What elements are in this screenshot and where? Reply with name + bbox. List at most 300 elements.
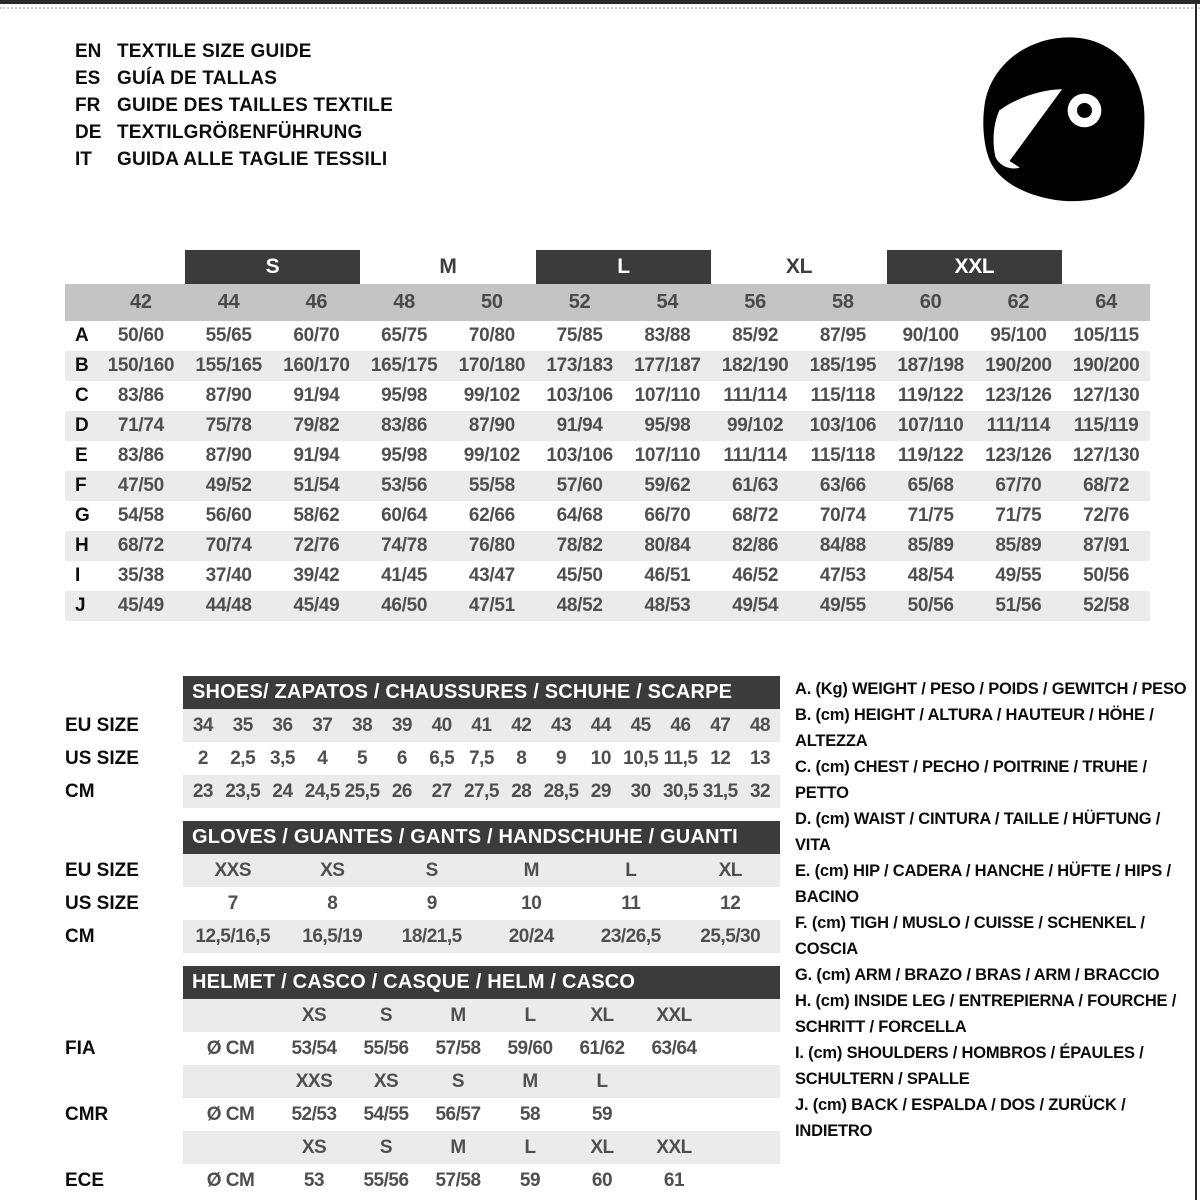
measurement-value: 49/55 (995, 565, 1042, 586)
measurement-value: 45/49 (273, 591, 361, 621)
shoes-value: 48 (749, 715, 771, 736)
measurement-value: 49/52 (185, 471, 273, 501)
helmet-value-row-CMR (65, 1098, 780, 1131)
helmet-size-label: L (596, 1071, 608, 1092)
shoes-value: 39 (391, 715, 412, 736)
measurement-value: 45/49 (97, 591, 185, 621)
shoes-value: 11,5 (663, 748, 698, 769)
helmet-size-label: XXL (656, 1137, 692, 1158)
measurement-value: 173/183 (536, 351, 624, 381)
numeric-size: 44 (185, 284, 273, 321)
helmet-title-bar: HELMET / CASCO / CASQUE / HELM / CASCO (183, 966, 780, 999)
shoes-value: 27 (431, 781, 452, 802)
shoes-value: 31,5 (702, 781, 738, 802)
measurement-row-label: I (75, 565, 80, 586)
measurement-value: 87/95 (819, 325, 866, 346)
gloves-cells (183, 887, 780, 920)
helmet-value: 61/62 (579, 1038, 625, 1059)
shoes-value: 34 (192, 715, 213, 736)
measurement-value: 59/62 (624, 471, 712, 501)
helmet-standard-label: ECE (65, 1169, 105, 1191)
numeric-size: 42 (97, 284, 185, 321)
helmet-size-label: XL (590, 1005, 614, 1026)
helmet-value-row-FIA (65, 1032, 780, 1065)
helmet-value: 60 (591, 1170, 613, 1191)
helmet-value: 57/58 (435, 1170, 481, 1191)
size-band-XL: XL (785, 255, 813, 278)
measurement-value: 37/40 (205, 565, 252, 586)
shoes-cells (183, 742, 780, 775)
shoes-value: 12 (710, 748, 731, 769)
measurement-value: 48/54 (907, 565, 954, 586)
shoes-title-row (65, 676, 780, 709)
language-code: ES (75, 68, 101, 89)
gloves-value: S (425, 860, 438, 881)
shoes-value: 23 (192, 781, 213, 802)
measurement-row-label: C (75, 385, 89, 406)
shoes-value: 28,5 (543, 781, 579, 802)
shoes-value: 40 (431, 715, 452, 736)
measurement-value: 182/190 (711, 351, 799, 381)
shoes-value: 47 (710, 715, 731, 736)
measurement-value: 127/130 (1072, 385, 1140, 406)
textile-table (65, 250, 1150, 621)
measurement-value: 127/130 (1072, 445, 1140, 466)
measurement-row-C (65, 381, 1150, 411)
helmet-title-spacer (65, 966, 183, 999)
measurement-value: 170/180 (448, 351, 536, 381)
helmet-size-header-row-ECE (65, 1131, 780, 1164)
measurement-value: 78/82 (536, 531, 624, 561)
measurement-row-label: B (65, 351, 97, 381)
helmet-standard-label: FIA (65, 1037, 96, 1059)
helmet-unit: Ø CM (206, 1038, 255, 1059)
measurement-value: 50/60 (117, 325, 164, 346)
guide-title: GUÍA DE TALLAS (117, 68, 278, 89)
shoes-value: 25,5 (344, 781, 380, 802)
helmet-filler (710, 1098, 780, 1131)
measurement-value: 75/78 (185, 411, 273, 441)
helmet-value-cells (183, 1032, 780, 1065)
helmet-value: 53 (303, 1170, 325, 1191)
shoes-cells (183, 775, 780, 808)
shoes-value: 38 (352, 715, 373, 736)
measurement-row-label: F (65, 471, 97, 501)
gloves-cells (183, 854, 780, 887)
accessory-size-tables (65, 676, 780, 1200)
helmet-size-label: XXS (295, 1071, 333, 1092)
shoes-size-section (65, 676, 780, 808)
measurement-value: 83/86 (117, 445, 164, 466)
measurement-value: 47/53 (819, 565, 866, 586)
measurement-value: 46/50 (360, 591, 448, 621)
measurement-value: 103/106 (799, 411, 887, 441)
helmet-size-header-spacer (65, 1131, 183, 1164)
helmet-size-header-cells (183, 999, 780, 1032)
shoes-row-label: CM (65, 780, 95, 802)
helmet-value: 55/56 (363, 1038, 409, 1059)
measurement-value: 107/110 (887, 411, 975, 441)
measurement-value: 91/94 (293, 445, 340, 466)
measurement-value: 119/122 (897, 385, 964, 406)
shoes-row (65, 709, 780, 742)
shoes-row (65, 775, 780, 808)
language-row (75, 146, 393, 173)
measurement-value: 46/51 (644, 565, 691, 586)
measurement-value: 63/66 (799, 471, 887, 501)
legend-item: C. (cm) CHEST / PECHO / POITRINE / TRUHE / PETTO (795, 758, 1147, 802)
measurement-value: 111/114 (723, 385, 787, 406)
shoes-row-label: EU SIZE (65, 714, 139, 736)
measurement-value: 87/91 (1062, 531, 1150, 561)
measurement-row-label: E (75, 445, 88, 466)
language-code: IT (75, 149, 92, 170)
legend-item: G. (cm) ARM / BRAZO / BRAS / ARM / BRACCIO (795, 966, 1160, 984)
measurement-value: 72/76 (1083, 505, 1130, 526)
helmet-value: 53/54 (291, 1038, 337, 1059)
measurement-value: 68/72 (1062, 471, 1150, 501)
shoes-value: 4 (317, 748, 328, 769)
shoes-value: 3,5 (270, 748, 295, 769)
numeric-size: 58 (799, 284, 887, 321)
helmet-standard-label: CMR (65, 1103, 109, 1125)
measurement-value: 57/60 (536, 471, 624, 501)
measurement-value: 119/122 (897, 445, 964, 466)
measurement-row-H (65, 531, 1150, 561)
measurement-value: 47/50 (97, 471, 185, 501)
gloves-value: XS (320, 860, 345, 881)
measurement-value: 190/200 (975, 351, 1063, 381)
top-edge-line (0, 0, 1200, 4)
measurement-value: 99/102 (463, 385, 521, 406)
measurement-value: 51/54 (273, 471, 361, 501)
gloves-title-spacer (65, 821, 183, 854)
measurement-value: 91/94 (293, 385, 340, 406)
measurement-value: 53/56 (360, 471, 448, 501)
measurement-value: 43/47 (468, 565, 515, 586)
measurement-value: 66/70 (644, 505, 691, 526)
measurement-legend (795, 676, 1193, 1144)
measurement-value: 87/90 (205, 385, 252, 406)
measurement-row-label: J (65, 591, 97, 621)
measurement-value: 99/102 (711, 411, 799, 441)
legend-item: J. (cm) BACK / ESPALDA / DOS / ZURÜCK / INDIETRO (795, 1096, 1126, 1140)
gloves-value: 12 (720, 893, 741, 914)
helmet-size-label: L (524, 1005, 536, 1026)
measurement-value: 91/94 (536, 411, 624, 441)
gloves-row (65, 854, 780, 887)
shoes-value: 27,5 (463, 781, 499, 802)
legend-item: F. (cm) TIGH / MUSLO / CUISSE / SCHENKEL / COSCIA (795, 914, 1145, 958)
measurement-row-label: D (65, 411, 97, 441)
measurement-row-F (65, 471, 1150, 501)
measurement-value: 56/60 (205, 505, 252, 526)
racing-helmet-icon-svg (966, 28, 1158, 206)
measurement-value: 70/74 (819, 505, 866, 526)
numeric-size: 52 (536, 284, 624, 321)
gloves-value: 11 (621, 893, 641, 914)
helmet-value: 54/55 (363, 1104, 409, 1125)
helmet-title-row (65, 966, 780, 999)
numeric-size: 62 (975, 284, 1063, 321)
top-dotted-line (0, 7, 1200, 9)
measurement-value: 111/114 (723, 445, 787, 466)
helmet-filler (710, 1032, 780, 1065)
helmet-size-label: S (379, 1005, 393, 1026)
measurement-row-label: A (75, 325, 89, 346)
shoes-value: 6 (396, 748, 407, 769)
measurement-value: 165/175 (360, 351, 448, 381)
helmet-value: 52/53 (291, 1104, 337, 1125)
measurement-value: 50/56 (1083, 565, 1130, 586)
measurement-value: 82/86 (711, 531, 799, 561)
language-row (75, 38, 393, 65)
measurement-value: 83/88 (644, 325, 691, 346)
helmet-value: 61 (663, 1170, 685, 1191)
measurement-value: 65/68 (887, 471, 975, 501)
gloves-row (65, 887, 780, 920)
measurement-value: 95/100 (990, 325, 1047, 346)
helmet-value: 57/58 (435, 1038, 481, 1059)
measurement-value: 99/102 (463, 445, 521, 466)
language-code: EN (75, 41, 102, 62)
measurement-value: 85/89 (975, 531, 1063, 561)
measurement-value: 190/200 (1062, 351, 1150, 381)
legend-item: H. (cm) INSIDE LEG / ENTREPIERNA / FOURCHE / SCHRITT / FORCELLA (795, 992, 1177, 1036)
helmet-value: 59/60 (507, 1038, 553, 1059)
shoes-value: 46 (670, 715, 691, 736)
measurement-value: 95/98 (381, 385, 428, 406)
measurement-value: 79/82 (273, 411, 361, 441)
gloves-value: 10 (521, 893, 542, 914)
helmet-size-header-row-CMR (65, 1065, 780, 1098)
measurement-value: 177/187 (624, 351, 712, 381)
shoes-title-spacer (65, 676, 183, 709)
helmet-filler (710, 999, 780, 1032)
helmet-unit: Ø CM (206, 1170, 255, 1191)
helmet-size-label: XL (590, 1137, 614, 1158)
measurement-value: 123/126 (985, 445, 1052, 466)
measurement-value: 74/78 (360, 531, 448, 561)
shoes-value: 5 (357, 748, 368, 769)
legend-item: A. (Kg) WEIGHT / PESO / POIDS / GEWITCH / PESO (795, 680, 1187, 698)
helmet-size-header-cells (183, 1131, 780, 1164)
gloves-value: XL (718, 860, 742, 881)
language-row (75, 65, 393, 92)
language-code: DE (75, 122, 102, 143)
shoes-value: 35 (232, 715, 253, 736)
right-edge-line (1195, 0, 1197, 1200)
measurement-value: 46/52 (732, 565, 779, 586)
shoes-value: 10,5 (623, 748, 659, 769)
guide-title: TEXTILGRÖßENFÜHRUNG (117, 122, 363, 143)
measurement-value: 75/85 (556, 325, 603, 346)
helmet-size-label: M (522, 1071, 538, 1092)
measurement-value: 70/74 (185, 531, 273, 561)
helmet-size-label: S (379, 1137, 393, 1158)
measurement-value: 80/84 (624, 531, 712, 561)
gloves-row (65, 920, 780, 953)
shoes-value: 32 (749, 781, 771, 802)
measurement-value: 103/106 (546, 445, 613, 466)
measurement-value: 87/90 (205, 445, 252, 466)
guide-title: GUIDA ALLE TAGLIE TESSILI (117, 149, 388, 170)
measurement-value: 52/58 (1062, 591, 1150, 621)
measurement-value: 85/89 (887, 531, 975, 561)
shoes-value: 7,5 (469, 748, 494, 769)
measurement-value: 45/50 (556, 565, 603, 586)
measurement-value: 60/70 (293, 325, 340, 346)
measurement-value: 76/80 (448, 531, 536, 561)
size-band-spacer (1062, 250, 1150, 284)
measurement-value: 39/42 (293, 565, 340, 586)
measurement-value: 105/115 (1073, 325, 1139, 346)
shoes-row-label: US SIZE (65, 747, 139, 769)
numeric-size: 54 (624, 284, 712, 321)
measurement-row-label: G (75, 505, 90, 526)
legend-item: B. (cm) HEIGHT / ALTURA / HAUTEUR / HÖHE / ALTEZZA (795, 706, 1154, 750)
size-band-XXL: XXL (887, 250, 1063, 284)
gloves-row-label: CM (65, 925, 95, 947)
measurement-value: 41/45 (381, 565, 428, 586)
helmet-value: 56/57 (435, 1104, 481, 1125)
measurement-value: 58/62 (293, 505, 340, 526)
helmet-value (638, 1098, 710, 1131)
measurement-value: 70/80 (468, 325, 515, 346)
measurement-value: 72/76 (273, 531, 361, 561)
gloves-title-bar: GLOVES / GUANTES / GANTS / HANDSCHUHE / GUANTI (183, 821, 780, 854)
measurement-value: 35/38 (117, 565, 164, 586)
measurement-value: 95/98 (624, 411, 712, 441)
helmet-value-cells (183, 1164, 780, 1197)
measurement-value: 62/66 (468, 505, 515, 526)
gloves-title-row (65, 821, 780, 854)
shoes-value: 30 (630, 781, 651, 802)
measurement-value: 49/55 (799, 591, 887, 621)
gloves-value: 20/24 (508, 926, 554, 947)
measurement-value: 65/75 (381, 325, 428, 346)
numeric-size: 60 (887, 284, 975, 321)
numeric-size: 64 (1062, 284, 1150, 321)
shoes-value: 13 (749, 748, 771, 769)
measurement-value: 187/198 (887, 351, 975, 381)
shoes-value: 26 (391, 781, 412, 802)
size-band-spacer (65, 250, 185, 284)
measurement-value: 84/88 (799, 531, 887, 561)
measurement-value: 103/106 (546, 385, 613, 406)
guide-title: TEXTILE SIZE GUIDE (117, 41, 312, 62)
shoes-title-bar: SHOES/ ZAPATOS / CHAUSSURES / SCHUHE / SCARPE (183, 676, 780, 709)
measurement-row-D (65, 411, 1150, 441)
helmet-size-label: XXL (656, 1005, 692, 1026)
measurement-value: 160/170 (273, 351, 361, 381)
helmet-unit: Ø CM (206, 1104, 255, 1125)
helmet-size-label: M (450, 1005, 466, 1026)
gloves-value: M (523, 860, 539, 881)
helmet-value: 59 (519, 1170, 541, 1191)
helmet-size-label: S (451, 1071, 465, 1092)
helmet-size-header-row-FIA (65, 999, 780, 1032)
shoes-value: 6,5 (429, 748, 455, 769)
measurement-row-G (65, 501, 1150, 531)
measurement-value: 111/114 (975, 411, 1063, 441)
measurement-value: 48/53 (624, 591, 712, 621)
gloves-size-section (65, 821, 780, 953)
shoes-value: 24,5 (304, 781, 340, 802)
measurement-value: 68/72 (97, 531, 185, 561)
measurement-value: 71/74 (97, 411, 185, 441)
measurement-value: 115/119 (1062, 411, 1150, 441)
helmet-filler (710, 1065, 780, 1098)
shoes-row (65, 742, 780, 775)
measurement-value: 85/92 (732, 325, 779, 346)
helmet-size-section (65, 966, 780, 1197)
measurement-value: 55/58 (448, 471, 536, 501)
size-band-L: L (536, 250, 712, 284)
helmet-unit-spacer (183, 999, 278, 1032)
measurement-row-B (65, 351, 1150, 381)
helmet-value-row-ECE (65, 1164, 780, 1197)
language-title-list (75, 38, 393, 173)
measurement-row-A (65, 321, 1150, 351)
guide-title: GUIDE DES TAILLES TEXTILE (117, 95, 393, 116)
gloves-cells (183, 920, 780, 953)
measurement-value: 90/100 (902, 325, 959, 346)
shoes-value: 45 (630, 715, 651, 736)
shoes-value: 30,5 (662, 781, 698, 802)
gloves-value: 7 (227, 893, 238, 914)
language-row (75, 119, 393, 146)
measurement-value: 44/48 (185, 591, 273, 621)
measurement-value: 51/56 (975, 591, 1063, 621)
shoes-value: 24 (272, 781, 293, 802)
textile-size-table (65, 250, 1150, 621)
legend-item: D. (cm) WAIST / CINTURA / TAILLE / HÜFTUNG / VITA (795, 810, 1161, 854)
measurement-value: 68/72 (732, 505, 779, 526)
numeric-size: 48 (360, 284, 448, 321)
size-band-S: S (185, 250, 361, 284)
gloves-value: 8 (327, 893, 338, 914)
gloves-row-label: EU SIZE (65, 859, 139, 881)
shoes-value: 36 (272, 715, 293, 736)
gloves-value: XXS (214, 860, 252, 881)
measurement-value: 115/118 (810, 445, 876, 466)
helmet-size-header-cells (183, 1065, 780, 1098)
size-band-row (65, 250, 1150, 284)
shoes-value: 29 (590, 781, 611, 802)
legend-item: I. (cm) SHOULDERS / HOMBROS / ÉPAULES / SCHULTERN / SPALLE (795, 1044, 1144, 1088)
shoes-value: 41 (471, 715, 492, 736)
measurement-value: 48/52 (536, 591, 624, 621)
shoes-value: 43 (551, 715, 572, 736)
measurement-row-E (65, 441, 1150, 471)
measurement-value: 87/90 (448, 411, 536, 441)
helmet-size-label: M (450, 1137, 466, 1158)
measurement-value: 115/118 (810, 385, 876, 406)
gloves-value: 16,5/19 (302, 926, 363, 947)
helmet-filler (710, 1131, 780, 1164)
measurement-value: 54/58 (117, 505, 164, 526)
measurement-value: 64/68 (556, 505, 603, 526)
numeric-size: 56 (711, 284, 799, 321)
gloves-value: 12,5/16,5 (195, 926, 271, 947)
shoes-value: 8 (516, 748, 527, 769)
legend-item: E. (cm) HIP / CADERA / HANCHE / HÜFTE / HIPS / BACINO (795, 862, 1171, 906)
gloves-value: 18/21,5 (401, 926, 462, 947)
helmet-size-label: XS (373, 1071, 399, 1092)
helmet-unit-spacer (183, 1131, 278, 1164)
numeric-size: 46 (273, 284, 361, 321)
